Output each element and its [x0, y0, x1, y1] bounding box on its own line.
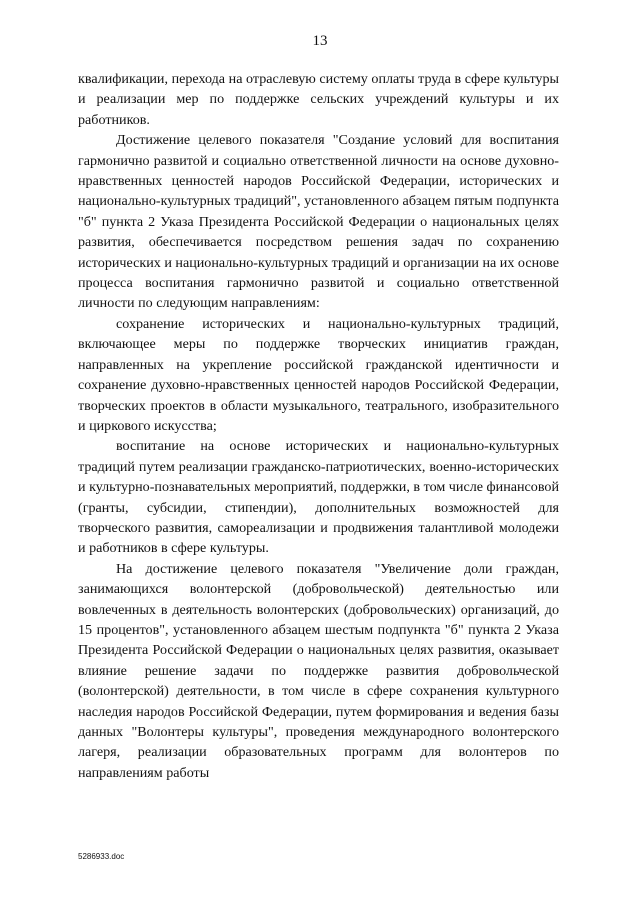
paragraph-continuation: квалификации, перехода на отраслевую систему оплаты труда в сфере культуры и реализации мер по поддержке сельских учреждений культуры и их работников.: [78, 71, 559, 128]
paragraph-preservation-traditions: сохранение исторических и национально-культурных традиций, включающее меры по поддержке творческих инициатив граждан, направленных на укрепление российской гражданской идентичности и сохранение духовно-нравственных ценностей народов Российской Федерации, творческих проектов в области музыкального, театрального, изобразительного и циркового искусства;: [78, 315, 559, 434]
paragraph-target-indicator-education: Достижение целевого показателя "Создание условий для воспитания гармонично развитой и социально ответственной личности на основе духовно-нравственных ценностей народов Российской Федерации, исторических и национально-культурных традиций", установленного абзацем пятым подпункта "б" пункта 2 Указа Президента Российской Федерации о национальных целях развития, обеспечивается посредством решения задач по сохранению исторических и национально-культурных традиций и организации на их основе процесса воспитания гармонично развитой и социально ответственной личности по следующим направлениям:: [78, 132, 559, 312]
paragraph-target-indicator-volunteers: На достижение целевого показателя "Увеличение доли граждан, занимающихся волонтерской (добровольческой) деятельностью или вовлеченных в деятельность волонтерских (добровольческих) организаций, до 15 процентов", установленного абзацем шестым подпункта "б" пункта 2 Указа Президента Российской Федерации о национальных целях развития, оказывает влияние решение задачи по поддержке развития добровольческой (волонтерской) деятельности, в том числе в сфере сохранения культурного наследия народов Российской Федерации, путем формирования и ведения базы данных "Волонтеры культуры", проведения международного волонтерского лагеря, реализации образовательных программ для волонтеров по направлениям работы: [78, 560, 559, 781]
footer-document-code: 5286933.doc: [78, 852, 125, 861]
paragraph-education-traditions: воспитание на основе исторических и национально-культурных традиций путем реализации гражданско-патриотических, военно-исторических и культурно-познавательных мероприятий, поддержки, в том числе финансовой (гранты, субсидии, стипендии), дополнительных возможностей для творческого развития, самореализации и продвижения талантливой молодежи и работников в сфере культуры.: [78, 438, 559, 557]
page-number: 13: [312, 33, 328, 49]
document-body: [78, 69, 559, 783]
